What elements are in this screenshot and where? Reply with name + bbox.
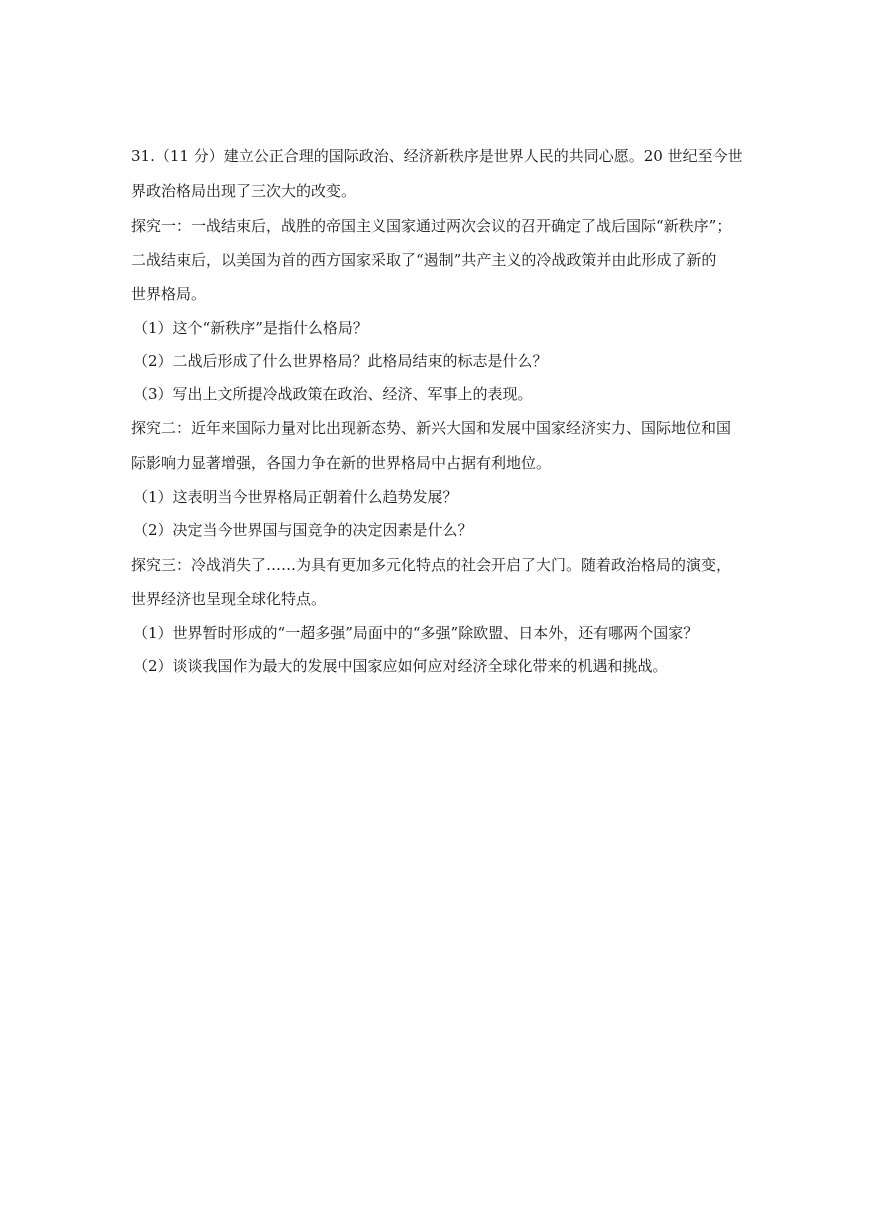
- part2-question-1: （1）这表明当今世界格局正朝着什么趋势发展？: [133, 488, 458, 506]
- part1-question-1: （1）这个“新秩序”是指什么格局？: [133, 319, 368, 337]
- part2-question-2: （2）决定当今世界国与国竞争的决定因素是什么？: [133, 521, 473, 539]
- part1-question-3: （3）写出上文所提冷战政策在政治、经济、军事上的表现。: [133, 385, 533, 403]
- part1-text-line-1: 探究一：一战结束后，战胜的帝国主义国家通过两次会议的召开确定了战后国际“新秩序”；: [131, 217, 732, 235]
- question-intro-line-2: 界政治格局出现了三次大的改变。: [131, 182, 357, 200]
- part3-text-line-2: 世界经济也呈现全球化特点。: [131, 590, 327, 608]
- part2-text-line-2: 际影响力显著增强，各国力争在新的世界格局中占据有利地位。: [131, 454, 552, 472]
- part3-question-2: （2）谈谈我国作为最大的发展中国家应如何应对经济全球化带来的机遇和挑战。: [133, 657, 668, 675]
- part2-text-line-1: 探究二：近年来国际力量对比出现新态势、新兴大国和发展中国家经济实力、国际地位和国: [131, 419, 732, 437]
- part3-question-1: （1）世界暂时形成的“一超多强”局面中的“多强”除欧盟、日本外，还有哪两个国家？: [133, 624, 699, 642]
- part1-text-line-3: 世界格局。: [131, 285, 207, 303]
- part3-text-line-1: 探究三：冷战消失了……为具有更加多元化特点的社会开启了大门。随着政治格局的演变，: [131, 556, 732, 574]
- part1-text-line-2: 二战结束后，以美国为首的西方国家采取了“遏制”共产主义的冷战政策并由此形成了新的: [131, 251, 717, 269]
- question-intro-line-1: 31.（11 分）建立公正合理的国际政治、经济新秩序是世界人民的共同心愿。20 世纪至今世: [131, 147, 743, 165]
- part1-question-2: （2）二战后形成了什么世界格局？此格局结束的标志是什么？: [133, 352, 548, 370]
